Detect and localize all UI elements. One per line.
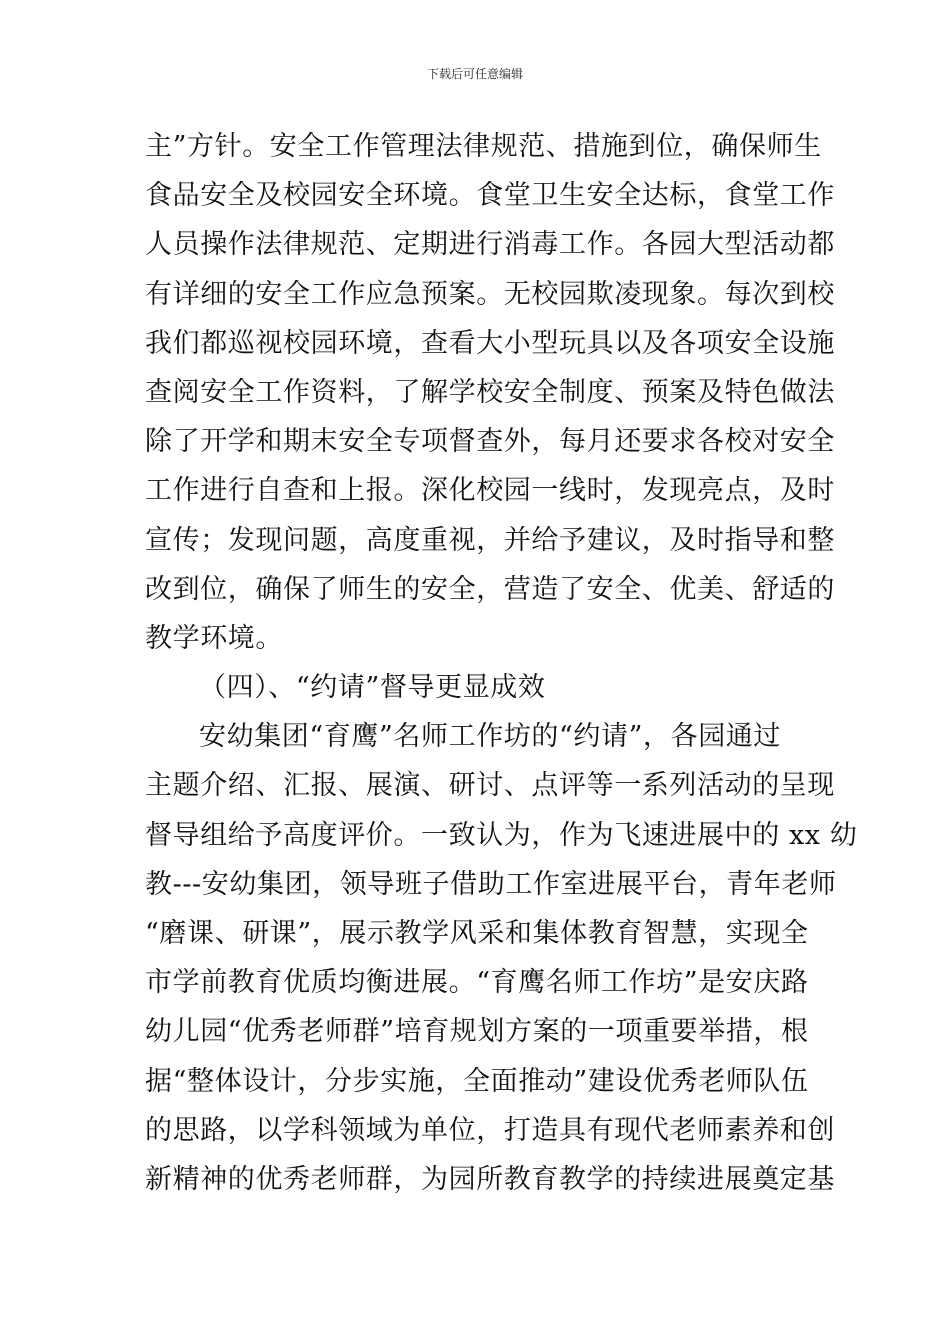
text-line: 安幼集团“育鹰”名师工作坊的“约请”，各园通过	[199, 721, 782, 753]
text-line: 教---安幼集团，领导班子借助工作室进展平台，青年老师	[145, 868, 837, 900]
text-line: 宣传；发现问题，高度重视，并给予建议，及时指导和整	[145, 524, 835, 556]
text-line: 改到位，确保了师生的安全，营造了安全、优美、舒适的	[145, 573, 835, 605]
text-line: 我们都巡视校园环境，查看大小型玩具以及各项安全设施	[145, 327, 835, 359]
text-line: 食品安全及校园安全环境。食堂卫生安全达标，食堂工作	[145, 180, 835, 212]
text-line: 幼儿园“优秀老师群”培育规划方案的一项重要举措，根	[145, 1016, 809, 1048]
page-header: 下载后可任意编辑	[426, 67, 523, 81]
text-line: 主题介绍、汇报、展演、研讨、点评等一系列活动的呈现	[145, 770, 835, 802]
section-heading: （四）、“约请”督导更显成效	[199, 672, 546, 704]
text-line: 新精神的优秀老师群，为园所教育教学的持续进展奠定基	[145, 1163, 835, 1195]
text-line: 查阅安全工作资料，了解学校安全制度、预案及特色做法	[145, 376, 835, 408]
document-body	[145, 122, 858, 1204]
text-line: 除了开学和期末安全专项督查外，每月还要求各校对安全	[145, 426, 835, 458]
text-line: 教学环境。	[145, 622, 283, 654]
text-line: 工作进行自查和上报。深化校园一线时，发现亮点，及时	[145, 475, 835, 507]
text-line: 人员操作法律规范、定期进行消毒工作。各园大型活动都	[145, 229, 835, 261]
text-line: 督导组给予高度评价。一致认为，作为飞速进展中的 xx 幼	[145, 819, 858, 851]
text-line: “磨课、研课”，展示教学风采和集体教育智慧，实现全	[145, 918, 809, 949]
text-line: 市学前教育优质均衡进展。“育鹰名师工作坊”是安庆路	[145, 967, 809, 999]
text-line: 有详细的安全工作应急预案。无校园欺凌现象。每次到校	[145, 278, 835, 310]
text-line: 据“整体设计，分步实施，全面推动”建设优秀老师队伍	[145, 1065, 809, 1097]
text-line: 主”方针。安全工作管理法律规范、措施到位，确保师生	[145, 131, 822, 162]
text-line: 的思路，以学科领域为单位，打造具有现代老师素养和创	[145, 1114, 835, 1146]
